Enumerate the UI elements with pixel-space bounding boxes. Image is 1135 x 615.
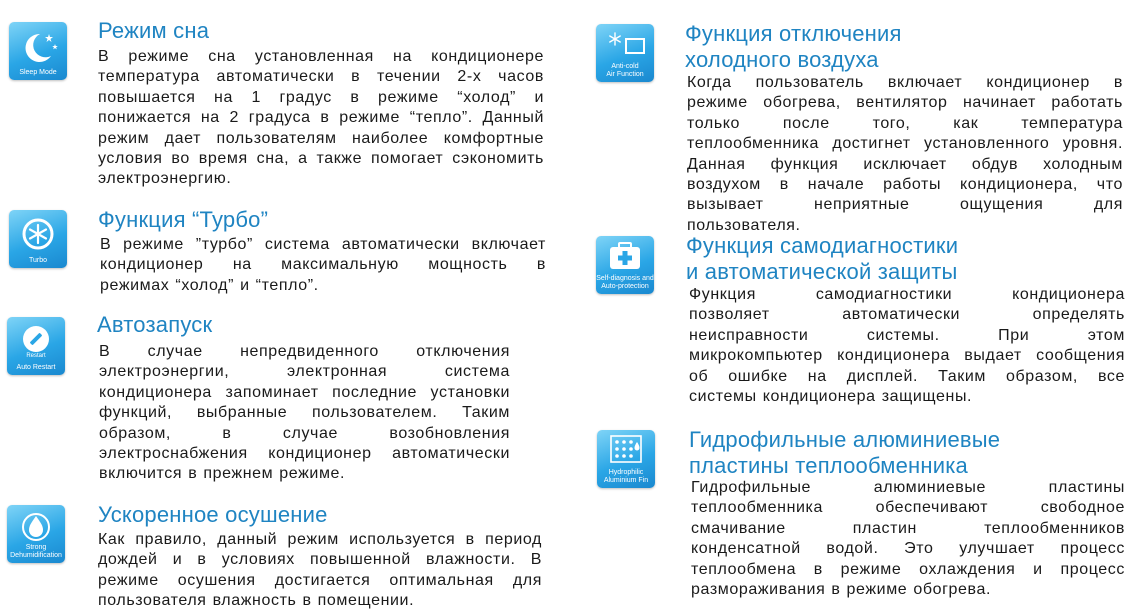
feature-description: Функция самодиагностики кондиционера позволяет автоматически определять неисправности системы. При этом микрокомпьютер кондиционера выдает сообщения об ошибке на дисплей. Таким образом, все системы кондиционера защищены. bbox=[689, 286, 1125, 406]
auto-restart-icon bbox=[7, 317, 65, 375]
icon-caption: Strong Dehumidification bbox=[10, 544, 62, 559]
feature-description: Как правило, данный режим используется в период дождей и в условиях повышенной влажности. В режиме осушения достигается оптимальная для пользователя влажность в помещении. bbox=[98, 531, 542, 610]
feature-description: В режиме ”турбо” система автоматически включает кондиционер на максимальную мощность в режимах “холод” и “тепло”. bbox=[100, 236, 546, 294]
icon-caption: Anti-cold Air Function bbox=[606, 63, 644, 78]
feature-title: Ускоренное осушение bbox=[98, 502, 328, 527]
anti-cold-air-icon bbox=[596, 24, 654, 82]
icon-caption: Sleep Mode bbox=[19, 69, 57, 76]
feature-description: Гидрофильные алюминиевые пластины теплообменника обеспечивают свободное смачивание пластин теплообменников конденсатной водой. Это улучшает процесс теплообмена в режиме охлаждения и процесс размораживания в режиме обогрева. bbox=[691, 479, 1125, 599]
feature-description: В режиме сна установленная на кондиционере температура автоматически в течении 2-х часов повышается на 1 градус в режиме “холод” и понижается на 2 градуса в режиме “тепло”. Данный режим дает пользователям наиболее комфортные условия во время сна, а также помогает сэкономить электроэнергию. bbox=[98, 48, 544, 188]
icon-caption: Turbo bbox=[28, 257, 48, 264]
feature-title: Автозапуск bbox=[97, 312, 213, 337]
feature-title: Функция самодиагностики и автоматической защиты bbox=[686, 233, 959, 284]
turbo-icon bbox=[9, 210, 67, 268]
feature-title: Функция отключения холодного воздуха bbox=[685, 21, 902, 72]
feature-title: Режим сна bbox=[98, 18, 210, 43]
feature-description: В случае непредвиденного отключения электроэнергии, электронная система кондиционера запоминает последние установки функций, выбранные пользователем. Таким образом, в случае возобновления электроснабжения кондиционер автоматически включится в прежнем режиме. bbox=[99, 343, 510, 483]
hydrophilic-fin-icon bbox=[597, 430, 655, 488]
icon-caption: Hydrophilic Aluminium Fin bbox=[603, 469, 649, 484]
sleep-mode-icon bbox=[9, 22, 67, 80]
feature-title: Функция “Турбо” bbox=[98, 207, 269, 232]
feature-title: Гидрофильные алюминиевые пластины теплообменника bbox=[689, 427, 1001, 478]
feature-description: Когда пользователь включает кондиционер в режиме обогрева, вентилятор начинает работать только после того, как температура теплообменника достигнет установленного уровня. Данная функция исключает обдув холодным воздухом в начале работы кондиционера, что вызывает неприятные ощущения для пользователя. bbox=[687, 74, 1123, 234]
self-diagnosis-icon bbox=[596, 236, 654, 294]
strong-dehumidification-icon bbox=[7, 505, 65, 563]
icon-caption: Self-diagnosis and Auto-protection bbox=[596, 275, 654, 290]
icon-inner-label: Restart bbox=[26, 353, 46, 359]
icon-caption: Auto Restart bbox=[16, 364, 56, 371]
